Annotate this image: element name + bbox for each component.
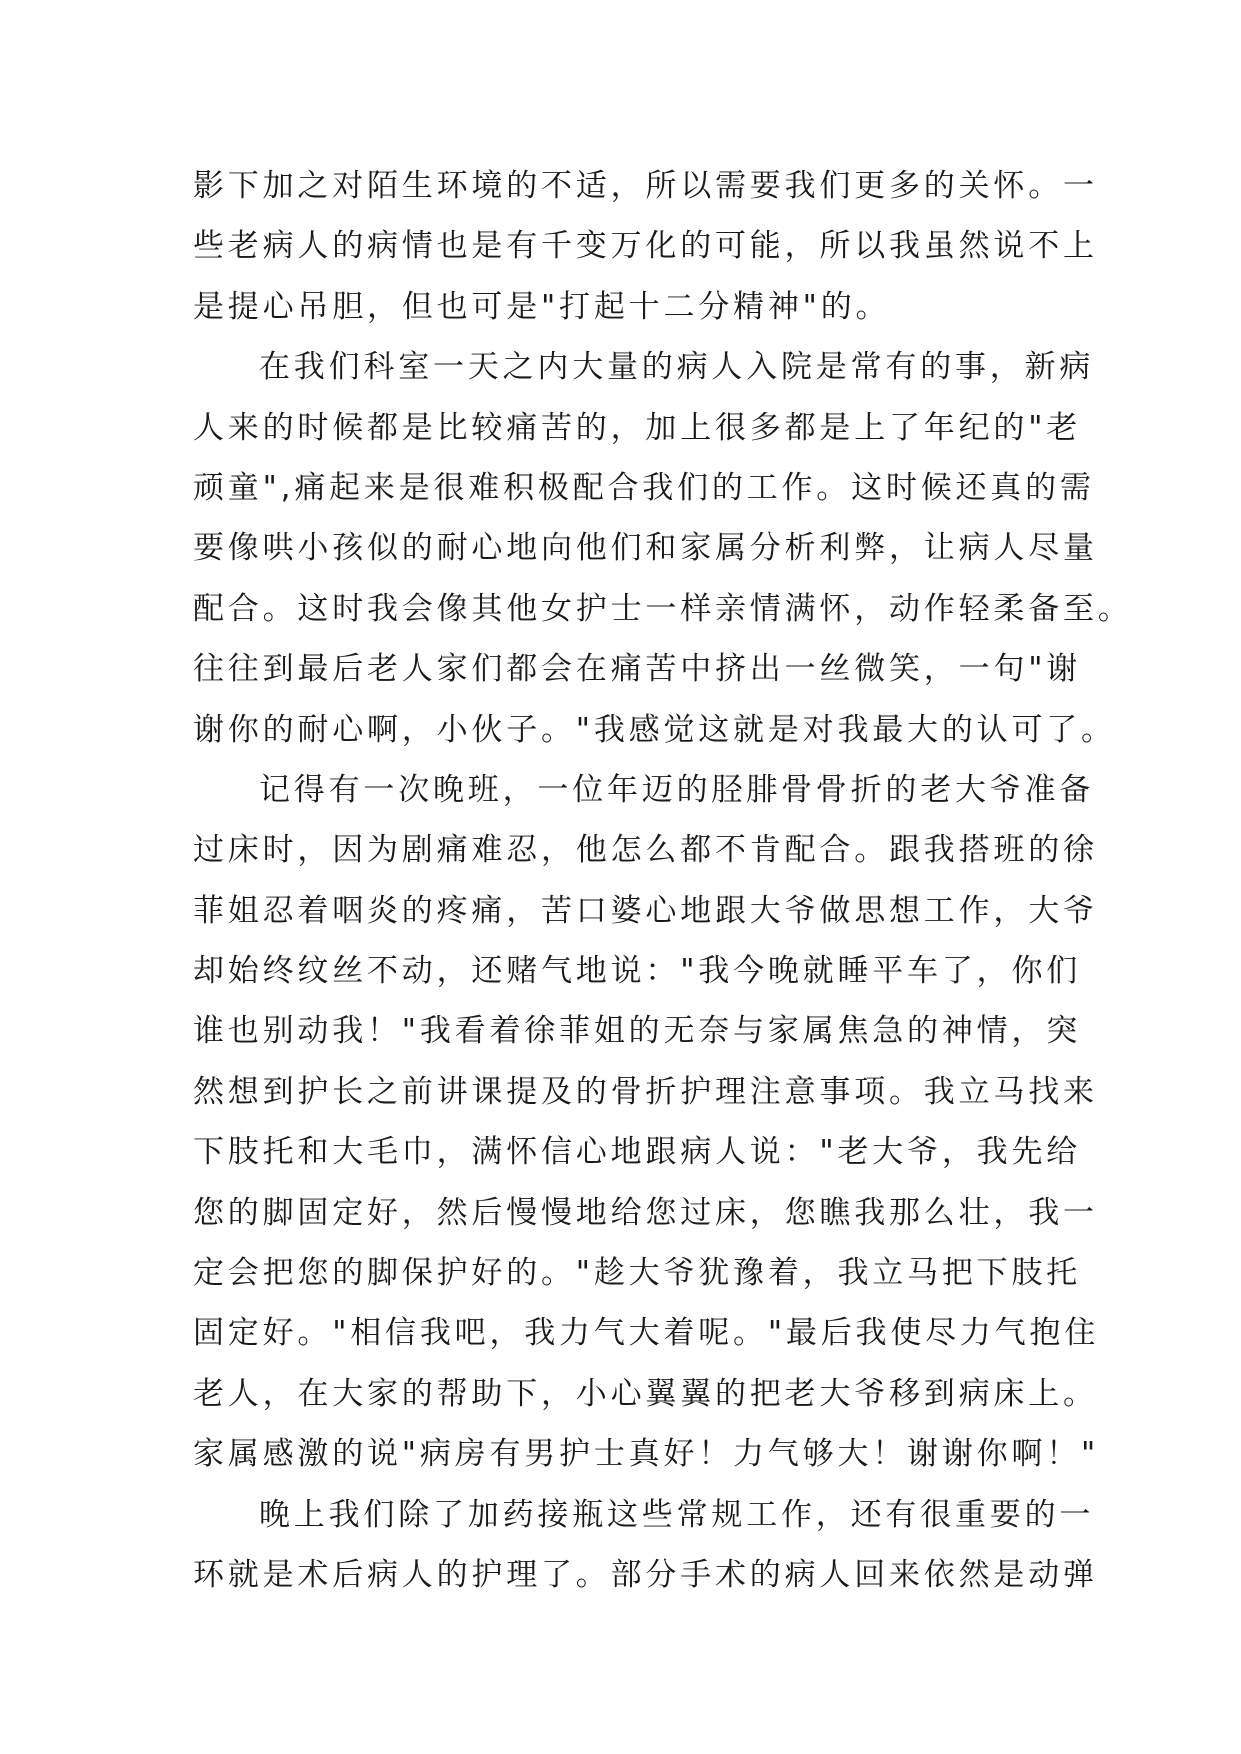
text-line: 谁也别动我！"我看着徐菲姐的无奈与家属焦急的神情，突 bbox=[193, 1013, 1082, 1050]
text-line: 些老病人的病情也是有千变万化的可能，所以我虽然说不上 bbox=[193, 228, 1098, 265]
text-line: 环就是术后病人的护理了。部分手术的病人回来依然是动弹 bbox=[193, 1556, 1098, 1593]
text-line: 定会把您的脚保护好的。"趁大爷犹豫着，我立马把下肢托 bbox=[193, 1255, 1082, 1292]
document-body bbox=[193, 156, 1133, 1605]
text-line: 菲姐忍着咽炎的疼痛，苦口婆心地跟大爷做思想工作，大爷 bbox=[193, 892, 1098, 929]
text-line: 影下加之对陌生环境的不适，所以需要我们更多的关怀。一 bbox=[193, 168, 1098, 204]
paragraph-first-line: 在我们科室一天之内大量的病人入院是常有的事，新病 bbox=[259, 349, 1095, 386]
text-line: 下肢托和大毛巾，满怀信心地跟病人说："老大爷，我先给 bbox=[193, 1134, 1082, 1171]
text-line: 然想到护长之前讲课提及的骨折护理注意事项。我立马找来 bbox=[193, 1073, 1098, 1110]
text-line: 固定好。"相信我吧，我力气大着呢。"最后我使尽力气抱住 bbox=[193, 1315, 1100, 1352]
text-line: 过床时，因为剧痛难忍，他怎么都不肯配合。跟我搭班的徐 bbox=[193, 832, 1098, 869]
text-line: 顽童",痛起来是很难积极配合我们的工作。这时候还真的需 bbox=[193, 469, 1095, 506]
text-line: 家属感激的说"病房有男护士真好！力气够大！谢谢你啊！" bbox=[193, 1436, 1100, 1473]
text-line: 是提心吊胆，但也可是"打起十二分精神"的。 bbox=[193, 288, 891, 325]
text-line: 往往到最后老人家们都会在痛苦中挤出一丝微笑，一句"谢 bbox=[193, 651, 1082, 688]
paragraph-first-line: 晚上我们除了加药接瓶这些常规工作，还有很重要的一 bbox=[259, 1496, 1095, 1533]
text-line: 老人，在大家的帮助下，小心翼翼的把老大爷移到病床上。 bbox=[193, 1375, 1098, 1412]
text-line: 配合。这时我会像其他女护士一样亲情满怀，动作轻柔备至。 bbox=[193, 590, 1133, 627]
paragraph-first-line: 记得有一次晚班，一位年迈的胫腓骨骨折的老大爷准备 bbox=[259, 771, 1095, 808]
text-line: 人来的时候都是比较痛苦的，加上很多都是上了年纪的"老 bbox=[193, 409, 1082, 446]
text-line: 要像哄小孩似的耐心地向他们和家属分析利弊，让病人尽量 bbox=[193, 530, 1098, 567]
text-line: 却始终纹丝不动，还赌气地说："我今晚就睡平车了，你们 bbox=[193, 953, 1082, 990]
text-line: 您的脚固定好，然后慢慢地给您过床，您瞧我那么壮，我一 bbox=[193, 1194, 1098, 1231]
text-line: 谢你的耐心啊，小伙子。"我感觉这就是对我最大的认可了。 bbox=[193, 711, 1116, 748]
